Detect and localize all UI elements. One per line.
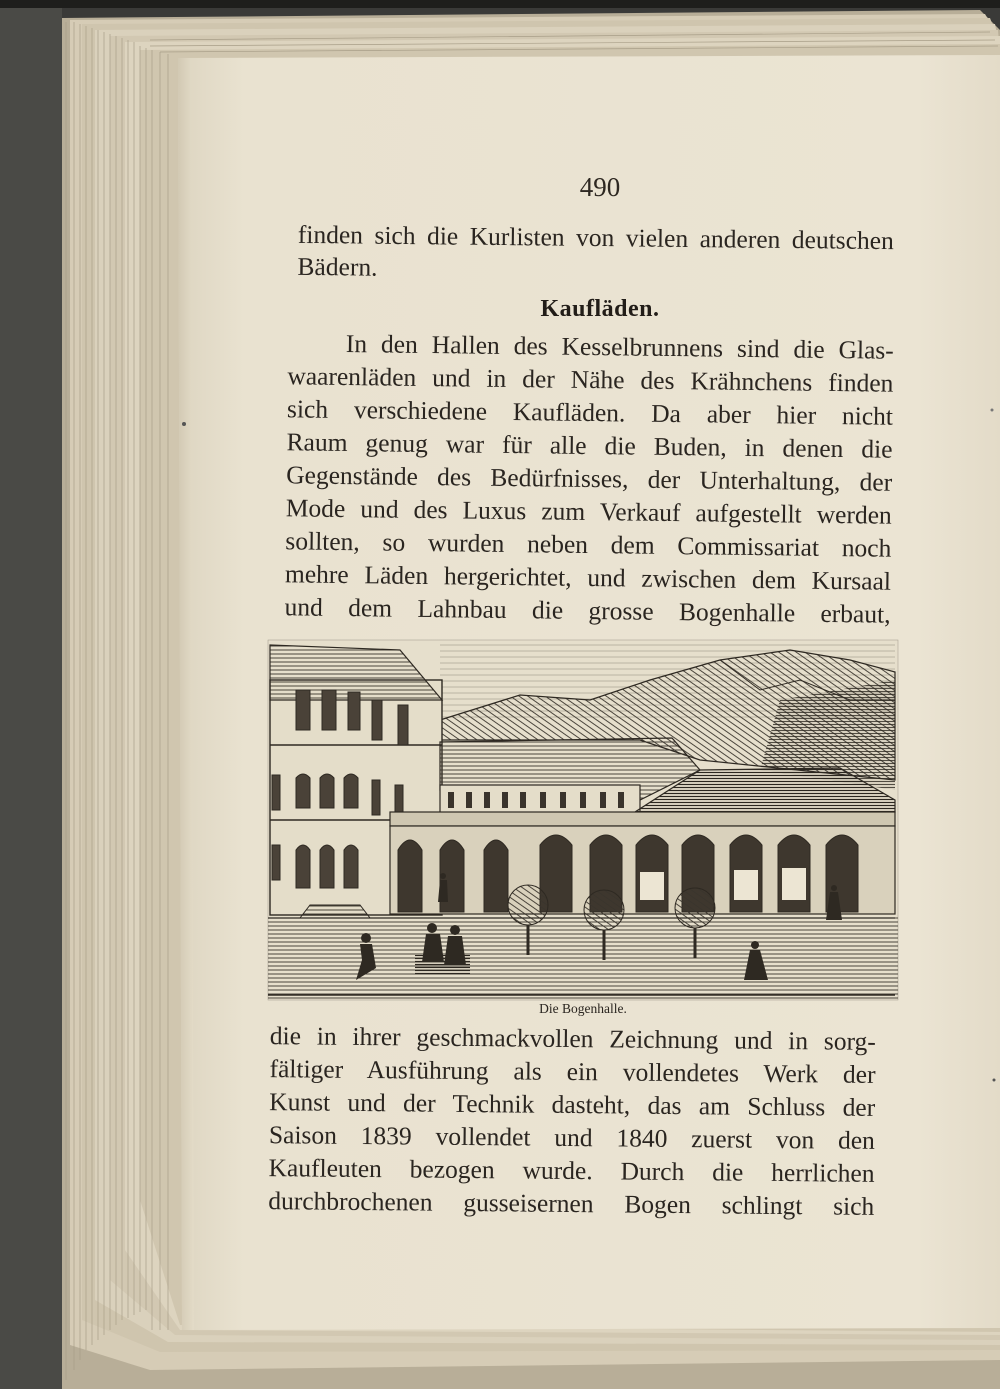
figure-caption: Die Bogenhalle. <box>539 1001 627 1016</box>
text-line: Saison 1839 vollendet und 1840 zuerst von den <box>268 1120 876 1155</box>
text-line: Mode und des Luxus zum Verkauf aufgestellt werden <box>285 493 892 530</box>
section-heading: Kaufläden. <box>540 296 660 322</box>
page-number: 490 <box>579 172 621 202</box>
text-line: finden sich die Kurlisten von vielen anderen deutschen <box>297 219 894 256</box>
text-line: fältiger Ausführung als ein vollendetes Werk der <box>269 1054 876 1089</box>
text-line: In den Hallen des Kesselbrunnens sind die Glas- <box>345 329 894 365</box>
engraving-bogenhalle <box>268 640 898 1000</box>
text-line: waarenläden und in der Nähe des Krähnchens finden <box>287 361 894 398</box>
cover-edge <box>0 0 62 1389</box>
text-line: sich verschiedene Kaufläden. Da aber hier nicht <box>286 394 894 431</box>
text-line: Bädern. <box>297 251 378 282</box>
text-line: Gegenstände des Bedürfnisses, der Unterhaltung, der <box>286 460 893 497</box>
text-line: und dem Lahnbau die grosse Bogenhalle erbaut, <box>284 592 891 629</box>
text-line: Raum genug war für alle die Buden, in denen die <box>286 427 893 464</box>
text-line: die in ihrer geschmackvollen Zeichnung und in sorg- <box>269 1021 876 1056</box>
text-line: Kunst und der Technik dasteht, das am Schluss der <box>269 1087 876 1122</box>
text-line: sollten, so wurden neben dem Commissariat noch <box>285 526 892 563</box>
text-line: Kaufleuten bezogen wurde. Durch die herrlichen <box>268 1153 875 1188</box>
text-line: durchbrochenen gusseisernen Bogen schlingt sich <box>268 1186 875 1221</box>
text-line: mehre Läden hergerichtet, und zwischen dem Kursaal <box>284 559 892 596</box>
